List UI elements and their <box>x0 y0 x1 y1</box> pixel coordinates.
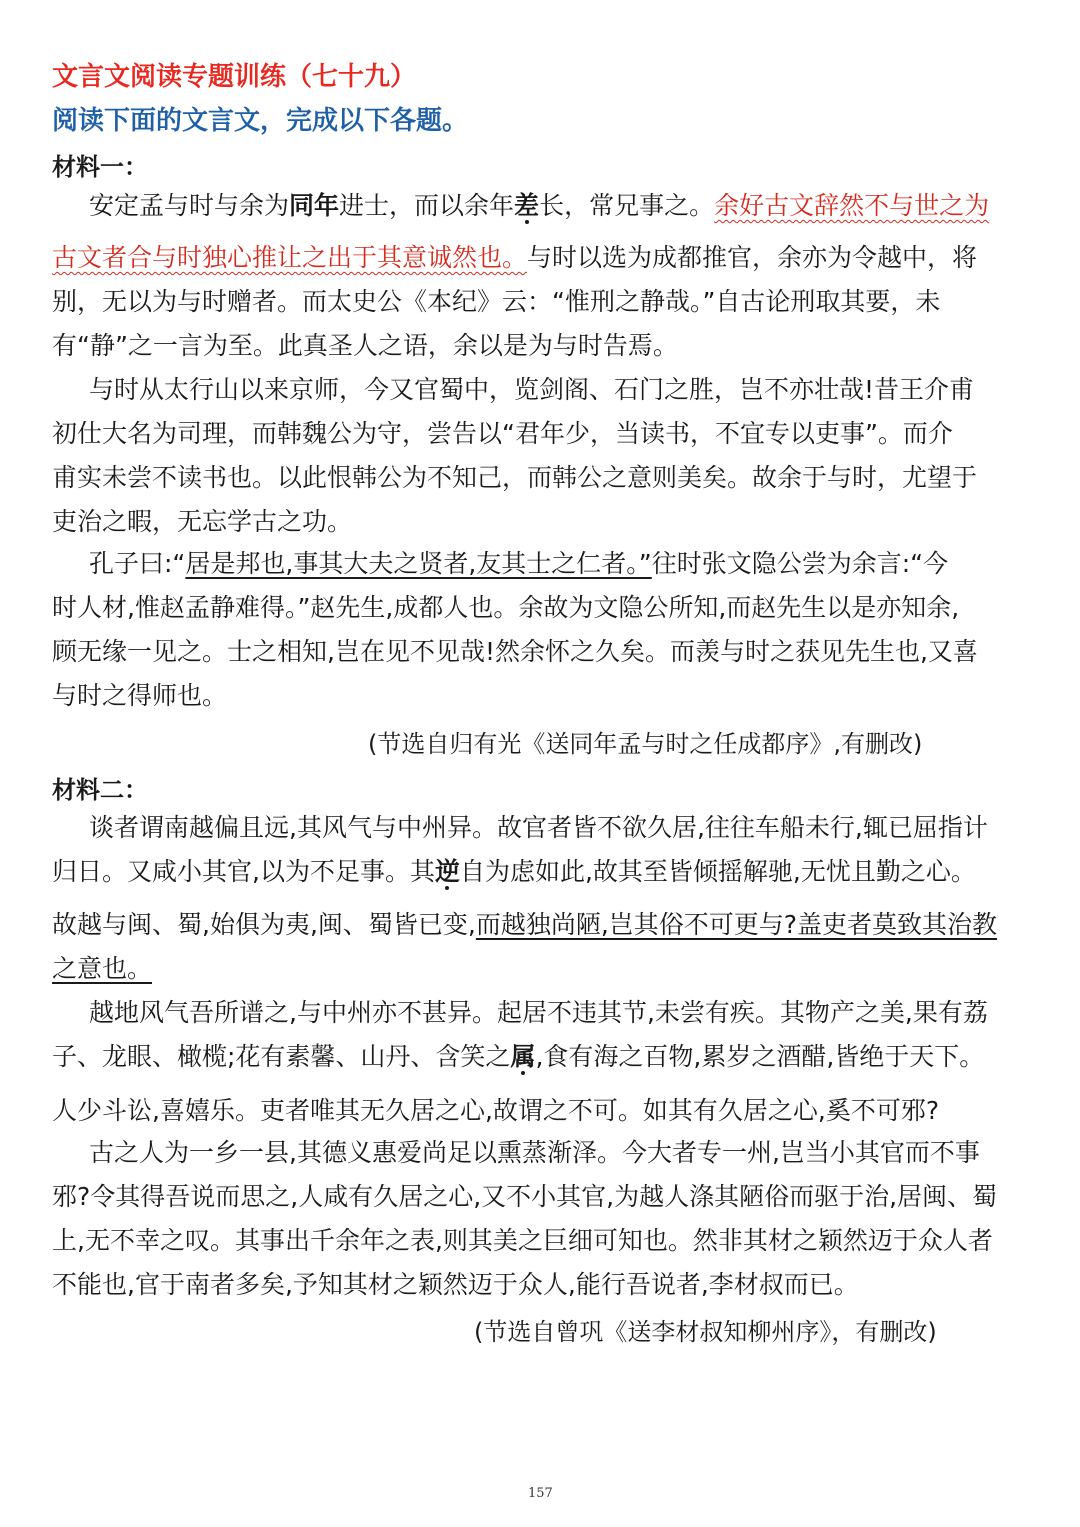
material-two-line: 不能也,官于南者多矣,予知其材之颖然迈于众人,能行吾说者,李材叔而已。 <box>52 1270 859 1299</box>
material-one-line: 与时从太行山以来京师，今又官蜀中，览剑阁、石门之胜，岂不亦壮哉!昔王介甫 <box>89 375 975 404</box>
material-two-line: 邪?令其得吾说而思之,人咸有久居之心,又不小其官,为越人涤其陋俗而驱于治,居闽、蜀 <box>52 1182 998 1211</box>
dotted-char: 差 <box>514 191 540 220</box>
material-two-line: 子、龙眼、橄榄;花有素馨、山丹、含笑之属,食有海之百物,累岁之酒醋,皆绝于天下。 <box>52 1042 985 1071</box>
material-two-line: 古之人为一乡一县,其德义惠爱尚足以熏蒸渐泽。今大者专一州,岂当小其官而不事 <box>89 1138 980 1167</box>
material-two-line <box>52 954 152 984</box>
material-two-line: 越地风气吾所谱之,与中州亦不甚异。起居不违其节,未尝有疾。其物产之美,果有荔 <box>89 998 988 1027</box>
material-one-heading: 材料一： <box>52 153 148 181</box>
material-one-line: 有“静”之一言为至。此真圣人之语，余以是为与时告焉。 <box>52 331 678 360</box>
underlined-sentence: 而越独尚陋,岂其俗不可更与?盖吏者莫致其治教 <box>475 910 998 939</box>
material-two-line: 归日。又咸小其官,以为不足事。其逆自为虑如此,故其至皆倾摇解驰,无忧且勤之心。 <box>52 857 976 886</box>
instruction-subtitle: 阅读下面的文言文，完成以下各题。 <box>52 106 469 136</box>
material-one-line: 别，无以为与时赠者。而太史公《本纪》云：“惟刑之静哉。”自古论刑取其要，未 <box>52 287 941 316</box>
material-one-line: 安定孟与时与余为同年进士，而以余年差长，常兄事之。余好古文辞然不与世之为 <box>89 191 990 220</box>
red-highlight-sentence: 古文者合与时独心推让之出于其意诚然也。 <box>52 243 528 272</box>
material-two-source: (节选自曾巩《送李材叔知柳州序》，有删改) <box>474 1318 937 1346</box>
material-one-line: 与时之得师也。 <box>52 681 228 710</box>
material-one-line: 初仕大名为司理，而韩魏公为守，尝告以“君年少，当读书，不宜专以吏事”。而介 <box>52 419 953 448</box>
material-one-line: 时人材,惟赵孟静难得。”赵先生,成都人也。余故为文隐公所知,而赵先生以是亦知余, <box>52 593 960 622</box>
material-two-heading: 材料二： <box>52 776 148 804</box>
material-one-line: 顾无缘一见之。士之相知,岂在见不见哉!然余怀之久矣。而羡与时之获见先生也,又喜 <box>52 637 978 666</box>
underlined-sentence: 居是邦也,事其大夫之贤者,友其士之仁者。” <box>185 549 652 578</box>
bold-term: 同年 <box>289 191 340 220</box>
page-number: 157 <box>528 1486 553 1501</box>
material-one-line: 吏治之暇，无忘学古之功。 <box>52 507 353 536</box>
material-two-line: 上,无不幸之叹。其事出千余年之表,则其美之巨细可知也。然非其材之颖然迈于众人者 <box>52 1226 993 1255</box>
red-highlight-sentence: 余好古文辞然不与世之为 <box>714 191 990 220</box>
material-one-line: 古文者合与时独心推让之出于其意诚然也。与时以选为成都推官，余亦为令越中，将 <box>52 243 978 272</box>
material-one-source: (节选自归有光《送同年孟与时之任成都序》,有删改) <box>368 730 923 758</box>
material-two-line: 故越与闽、蜀,始俱为夷,闽、蜀皆已变,而越独尚陋,岂其俗不可更与?盖吏者莫致其治教 <box>52 910 998 939</box>
underlined-sentence: 之意也。 <box>52 954 153 983</box>
dotted-char: 逆 <box>434 857 460 886</box>
material-one-line: 孔子曰:“居是邦也,事其大夫之贤者,友其士之仁者。”往时张文隐公尝为余言:“今 <box>89 549 949 578</box>
dotted-char: 属 <box>510 1042 536 1071</box>
material-one-line: 甫实未尝不读书也。以此恨韩公为不知己，而韩公之意则美矣。故余于与时，尤望于 <box>52 463 978 492</box>
material-two-line: 人少斗讼,喜嬉乐。吏者唯其无久居之心,故谓之不可。如其有久居之心,奚不可邪? <box>52 1096 940 1125</box>
material-two-line: 谈者谓南越偏且远,其风气与中州异。故官者皆不欲久居,往往车船未行,辄已屈指计 <box>89 813 988 842</box>
page-title: 文言文阅读专题训练（七十九） <box>52 62 417 92</box>
